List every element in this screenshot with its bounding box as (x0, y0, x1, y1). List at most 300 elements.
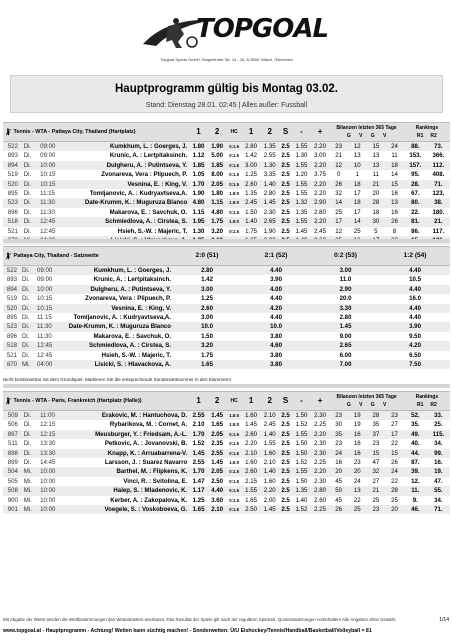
odds-cell[interactable]: 2.80 (311, 208, 330, 217)
odds-cell: 39. (404, 467, 427, 476)
table-row[interactable] (3, 285, 450, 294)
odds-cell[interactable]: 2.20 (260, 486, 279, 495)
odds-cell[interactable]: 2.05 (208, 180, 227, 189)
odds-cell[interactable]: 2.25 (311, 458, 330, 467)
odds-cell[interactable]: 1.30 (189, 227, 208, 236)
bet-number: 521 (3, 227, 23, 236)
odds-cell[interactable]: 4.40 (241, 294, 311, 303)
odds-cell[interactable]: 2.55 (189, 458, 208, 467)
odds-cell[interactable]: 3.75 (311, 170, 330, 179)
col-2: 2 (208, 123, 227, 142)
odds-cell[interactable]: 2.65 (311, 341, 380, 350)
col-1-2: 1:2 (54) (380, 247, 450, 266)
odds-cell[interactable]: 1.40 (260, 467, 279, 476)
odds-cell[interactable]: 2.60 (311, 496, 330, 505)
odds-cell[interactable]: 1.80 (189, 142, 208, 152)
odds-cell[interactable]: 4.40 (380, 313, 450, 322)
odds-cell[interactable]: 1.50 (292, 411, 311, 421)
odds-cell[interactable]: 2.50 (208, 477, 227, 486)
odds-cell[interactable]: 2.50 (242, 505, 261, 514)
odds-cell[interactable]: 2.25 (311, 420, 330, 429)
odds-cell[interactable]: 1.30 (292, 151, 311, 160)
match-cell: Dulgheru, A. : Putintseva, Y. (56, 285, 173, 294)
odds-cell[interactable]: 1.05 (189, 170, 208, 179)
footer-disclaimer: Mit Abgabe der Wette werden die Wettbestimmungen des Wettanbieters anerkannt. Das Resultat der Spiele gilt nach der regulären Spielzeit. Quotenänderungen vorbehalten! Alle Angaben ohne Gewähr. (3, 617, 397, 622)
odds-cell[interactable]: 1.85 (189, 161, 208, 170)
tennis-player-icon (4, 397, 12, 405)
odds-cell[interactable]: 2.60 (242, 467, 261, 476)
odds-cell: 366. (427, 151, 450, 160)
odds-cell: 2.5 (279, 486, 292, 495)
day-cell: Di. (23, 458, 39, 467)
odds-cell[interactable]: 1.55 (292, 161, 311, 170)
stat-cell: 13 (385, 198, 404, 207)
day-cell: Di. (23, 227, 39, 236)
odds-cell[interactable]: 2.20 (311, 430, 330, 439)
handicap-cell: 1.5:0 (226, 217, 241, 226)
section-header (3, 392, 450, 411)
odds-cell[interactable]: 3.30 (311, 304, 380, 313)
odds-cell[interactable]: 1.45 (189, 449, 208, 458)
rankings-label: Rankings (415, 125, 439, 131)
stat-cell: 23 (385, 411, 404, 421)
odds-cell[interactable]: 4.00 (241, 285, 311, 294)
odds-cell[interactable]: 1.40 (260, 430, 279, 439)
stat-cell: 26 (385, 458, 404, 467)
stat-cell: 13 (348, 151, 367, 160)
odds-cell[interactable]: 2.20 (242, 439, 261, 448)
odds-cell[interactable]: 1.35 (292, 208, 311, 217)
odds-cell[interactable]: 1.90 (189, 189, 208, 198)
section-label (3, 247, 173, 266)
col-0-2: 0:2 (53) (311, 247, 380, 266)
stat-cell: 13 (348, 486, 367, 495)
odds-cell[interactable]: 1.55 (242, 486, 261, 495)
odds-cell: 2.5 (279, 180, 292, 189)
odds-cell[interactable]: 2.10 (189, 420, 208, 429)
table-row[interactable] (3, 189, 450, 198)
odds-cell[interactable]: 2.80 (311, 313, 380, 322)
col-2-0: 2:0 (51) (173, 247, 241, 266)
day-cell: Di. (21, 285, 36, 294)
odds-cell[interactable]: 2.55 (260, 151, 279, 160)
odds-cell[interactable]: 1.42 (242, 151, 261, 160)
stat-cell: 17 (348, 189, 367, 198)
odds-cell[interactable]: 1.45 (242, 420, 261, 429)
odds-cell[interactable]: 1.70 (189, 180, 208, 189)
odds-cell[interactable]: 2.80 (242, 142, 261, 152)
odds-cell[interactable]: 1.75 (173, 351, 241, 360)
match-cell: Makarova, E. : Savchuk, O. (61, 208, 189, 217)
table-row[interactable] (3, 208, 450, 217)
odds-cell[interactable]: 2.10 (242, 449, 261, 458)
stat-cell: 37 (367, 430, 386, 439)
odds-cell[interactable]: 1.35 (242, 189, 261, 198)
odds-cell[interactable]: 10.0 (241, 322, 311, 331)
time-cell: 11:00 (39, 411, 61, 421)
match-cell: Barthel, M. : Flipkens, K. (61, 467, 189, 476)
odds-cell[interactable]: 1.60 (260, 477, 279, 486)
odds-cell[interactable]: 2.80 (311, 486, 330, 495)
section-title: Tennis - WTA - Paris, Frankreich (Hartplatz (Halle)) (13, 398, 142, 404)
odds-cell[interactable]: 10.0 (173, 322, 241, 331)
odds-cell[interactable]: 3.80 (241, 332, 311, 341)
odds-cell: 80. (404, 198, 427, 207)
odds-cell[interactable]: 2.25 (311, 505, 330, 514)
odds-cell[interactable]: 4.40 (380, 266, 450, 276)
odds-cell[interactable]: 1.55 (260, 439, 279, 448)
table-row[interactable] (3, 142, 450, 152)
stat-cell: 16 (348, 449, 367, 458)
bet-number: 518 (3, 217, 23, 226)
odds-cell[interactable]: 1.35 (260, 142, 279, 152)
odds-cell[interactable]: 2.60 (242, 430, 261, 439)
table-row[interactable] (3, 217, 450, 226)
odds-cell[interactable]: 2.05 (208, 467, 227, 476)
odds-cell[interactable]: 1.52 (292, 458, 311, 467)
odds-cell[interactable]: 1.50 (292, 477, 311, 486)
odds-cell[interactable]: 4.40 (208, 486, 227, 495)
combination-note: Nicht kombinierbar mit dem Grundspiel. Markieren Sie die entsprechende Sonderwettnummer in den Klammern! (3, 377, 232, 382)
stat-cell: 27 (385, 420, 404, 429)
bet-number: 521 (3, 351, 21, 360)
odds-cell[interactable]: 2.20 (311, 189, 330, 198)
odds-cell[interactable]: 2.90 (311, 285, 380, 294)
odds-cell[interactable]: 2.10 (260, 458, 279, 467)
odds-cell[interactable]: 3.80 (241, 351, 311, 360)
odds-cell[interactable]: 2.35 (208, 439, 227, 448)
handicap-cell: 0:1.5 (226, 180, 241, 189)
odds-cell[interactable]: 4.40 (380, 304, 450, 313)
odds-cell[interactable]: 2.80 (260, 189, 279, 198)
stat-cell: 23 (367, 505, 386, 514)
stat-cell: 21 (367, 486, 386, 495)
handicap-cell: 0:1.5 (226, 449, 241, 458)
odds-cell: 2.5 (279, 420, 292, 429)
time-cell: 13:30 (39, 449, 61, 458)
handicap-cell: 0:1.5 (226, 496, 241, 505)
odds-cell[interactable]: 2.30 (311, 411, 330, 421)
table-row[interactable] (3, 351, 450, 360)
table-row[interactable] (3, 360, 450, 369)
odds-cell[interactable]: 1.12 (189, 151, 208, 160)
section-label (3, 392, 189, 411)
table-row[interactable] (3, 332, 450, 341)
odds-cell[interactable]: 3.20 (173, 341, 241, 350)
time-cell: 10:00 (39, 467, 61, 476)
odds-cell[interactable]: 1.55 (292, 430, 311, 439)
odds-cell[interactable]: 4.60 (241, 341, 311, 350)
bet-number: 509 (3, 411, 23, 421)
table-row[interactable] (3, 496, 450, 505)
odds-cell[interactable]: 1.75 (242, 227, 261, 236)
table-row[interactable] (3, 322, 450, 331)
odds-cell[interactable]: 1.80 (208, 189, 227, 198)
odds-cell[interactable]: 2.20 (311, 217, 330, 226)
odds-cell[interactable]: 2.15 (242, 477, 261, 486)
odds-cell[interactable]: 1.50 (242, 208, 261, 217)
odds-cell[interactable]: 1.47 (189, 477, 208, 486)
odds-cell[interactable]: 1.60 (242, 458, 261, 467)
odds-cell[interactable]: 1.35 (292, 486, 311, 495)
odds-cell: 33. (427, 411, 450, 421)
bet-number: 896 (3, 208, 23, 217)
odds-cell[interactable]: 7.50 (380, 360, 450, 369)
odds-cell[interactable]: 1.45 (260, 505, 279, 514)
odds-cell[interactable]: 4.40 (380, 285, 450, 294)
odds-cell[interactable]: 2.60 (242, 180, 261, 189)
odds-cell[interactable]: 2.20 (311, 161, 330, 170)
odds-cell[interactable]: 1.45 (260, 198, 279, 207)
stat-cell: 25 (348, 505, 367, 514)
odds-cell[interactable]: 1.90 (208, 142, 227, 152)
odds-cell[interactable]: 1.40 (292, 496, 311, 505)
time-cell: 12:45 (39, 227, 61, 236)
section-header (3, 247, 450, 266)
col-s: S (279, 123, 292, 142)
bet-number: 519 (3, 294, 21, 303)
odds-cell[interactable]: 1.45 (208, 458, 227, 467)
time-cell: 12:15 (39, 430, 61, 439)
odds-cell[interactable]: 1.50 (292, 449, 311, 458)
handicap-cell: 1.5:0 (226, 420, 241, 429)
odds-cell[interactable]: 1.40 (242, 217, 261, 226)
col-minus: - (292, 123, 311, 142)
odds-cell[interactable]: 1.65 (173, 360, 241, 369)
stat-cell: 15 (385, 180, 404, 189)
odds-cell[interactable]: 1.45 (311, 322, 380, 331)
odds-cell[interactable]: 1.65 (208, 420, 227, 429)
odds-cell[interactable]: 1.85 (208, 161, 227, 170)
bet-number: 519 (3, 170, 23, 179)
col-hc: HC (226, 392, 241, 411)
table-row[interactable] (3, 151, 450, 160)
odds-cell[interactable]: 1.55 (292, 189, 311, 198)
odds-cell[interactable]: 1.50 (292, 439, 311, 448)
odds-cell[interactable]: 10.5 (380, 275, 450, 284)
odds-cell[interactable]: 3.35 (260, 170, 279, 179)
odds-cell[interactable]: 1.65 (242, 496, 261, 505)
table-row[interactable] (3, 170, 450, 179)
bet-number: 518 (3, 341, 21, 350)
odds-cell[interactable]: 2.20 (311, 467, 330, 476)
col-plus: + (311, 123, 330, 142)
odds-cell[interactable]: 2.30 (311, 449, 330, 458)
day-cell: Di. (21, 304, 36, 313)
odds-cell[interactable]: 2.10 (208, 505, 227, 514)
odds-cell[interactable]: 1.45 (208, 411, 227, 421)
odds-cell[interactable]: 20.0 (311, 294, 380, 303)
odds-cell[interactable]: 1.95 (189, 217, 208, 226)
table-row[interactable] (3, 411, 450, 421)
table-row[interactable] (3, 449, 450, 458)
odds-cell[interactable]: 1.32 (292, 198, 311, 207)
odds-cell[interactable]: 2.20 (311, 180, 330, 189)
odds-cell: 2.5 (279, 477, 292, 486)
odds-cell[interactable]: 8.00 (208, 170, 227, 179)
odds-cell[interactable]: 1.90 (260, 227, 279, 236)
table-row[interactable] (3, 439, 450, 448)
stat-cell: 47 (367, 458, 386, 467)
bilanzen-header (329, 392, 403, 411)
odds-cell: 2.5 (279, 505, 292, 514)
odds-cell: 71. (427, 180, 450, 189)
tennis-player-icon (4, 128, 12, 136)
odds-cell[interactable]: 3.00 (311, 151, 330, 160)
odds-cell[interactable]: 1.65 (189, 505, 208, 514)
table-row[interactable] (3, 198, 450, 207)
odds-cell[interactable]: 2.30 (311, 439, 330, 448)
odds-cell[interactable]: 3.00 (173, 313, 241, 322)
odds-cell[interactable]: 2.45 (242, 198, 261, 207)
bet-number: 898 (3, 449, 23, 458)
stat-cell: 21 (367, 180, 386, 189)
footer-line: www.topgoal.at - Hauptprogramm - Achtung! Wetten kann süchtig machen! - Sonderwetten: Ü/U Eishockey/Tennis/Handball/Basketball/Volleyball = 81 (3, 628, 372, 634)
odds-cell[interactable]: 1.15 (189, 208, 208, 217)
section-title: Tennis - WTA - Pattaya City, Thailand (Hartplatz) (13, 129, 136, 135)
stat-cell: 10 (348, 161, 367, 170)
day-cell: Di. (23, 170, 39, 179)
table-row[interactable] (3, 304, 450, 313)
odds-cell[interactable]: 4.80 (189, 198, 208, 207)
odds-cell[interactable]: 3.80 (241, 360, 311, 369)
day-cell: Mi. (23, 505, 39, 514)
odds-cell[interactable]: 2.00 (260, 496, 279, 505)
odds-cell[interactable]: 1.52 (292, 420, 311, 429)
odds-cell[interactable]: 1.20 (292, 170, 311, 179)
odds-cell[interactable]: 2.30 (260, 208, 279, 217)
odds-cell[interactable]: 3.20 (208, 227, 227, 236)
odds-cell[interactable]: 1.55 (292, 467, 311, 476)
table-row[interactable] (3, 430, 450, 439)
odds-cell[interactable]: 6.00 (311, 351, 380, 360)
odds-cell[interactable]: 3.00 (242, 161, 261, 170)
odds-cell[interactable]: 1.75 (208, 217, 227, 226)
odds-cell[interactable]: 2.10 (260, 411, 279, 421)
col-s: S (279, 392, 292, 411)
odds-cell: 2.5 (279, 151, 292, 160)
odds-cell: 35. (404, 420, 427, 429)
odds-cell[interactable]: 2.60 (173, 304, 241, 313)
odds-cell[interactable]: 1.45 (292, 227, 311, 236)
odds-cell[interactable]: 2.55 (189, 411, 208, 421)
odds-cell[interactable]: 2.80 (173, 266, 241, 276)
table-row[interactable] (3, 275, 450, 284)
odds-cell[interactable]: 1.70 (189, 467, 208, 476)
odds-cell[interactable]: 3.00 (311, 266, 380, 276)
odds-cell[interactable]: 4.20 (241, 304, 311, 313)
odds-cell[interactable]: 5.00 (208, 151, 227, 160)
odds-cell[interactable]: 4.40 (241, 266, 311, 276)
odds-cell[interactable]: 1.60 (260, 449, 279, 458)
odds-cell[interactable]: 3.90 (241, 275, 311, 284)
match-cell: Vesnina, E. : King, V. (56, 304, 173, 313)
table-row[interactable] (3, 467, 450, 476)
odds-cell[interactable]: 1.25 (189, 496, 208, 505)
table-row[interactable] (3, 227, 450, 236)
odds-cell[interactable]: 6.50 (380, 351, 450, 360)
odds-cell: 16. (427, 458, 450, 467)
stat-cell: 24 (385, 467, 404, 476)
col-2: 2 (208, 392, 227, 411)
odds-cell[interactable]: 3.60 (208, 496, 227, 505)
odds-cell[interactable]: 1.55 (292, 217, 311, 226)
stat-cell: 18 (385, 161, 404, 170)
odds-cell[interactable]: 1.52 (189, 439, 208, 448)
odds-cell[interactable]: 9.00 (311, 332, 380, 341)
odds-cell[interactable]: 1.55 (292, 180, 311, 189)
odds-cell[interactable]: 3.00 (173, 285, 241, 294)
stat-cell: 22 (348, 496, 367, 505)
bet-number: 901 (3, 505, 23, 514)
odds-cell[interactable]: 2.55 (208, 449, 227, 458)
odds-cell[interactable]: 4.40 (241, 313, 311, 322)
odds-cell[interactable]: 4.80 (208, 208, 227, 217)
odds-cell[interactable]: 1.40 (260, 180, 279, 189)
odds-cell[interactable]: 1.15 (208, 198, 227, 207)
odds-cell[interactable]: 4.20 (380, 341, 450, 350)
day-cell: Di. (23, 189, 39, 198)
odds-cell: 180. (427, 208, 450, 217)
odds-cell[interactable]: 7.00 (311, 360, 380, 369)
table-row[interactable] (3, 266, 450, 276)
odds-cell[interactable]: 2.90 (311, 198, 330, 207)
odds-cell[interactable]: 1.60 (242, 411, 261, 421)
table-row[interactable] (3, 313, 450, 322)
stat-cell: 5 (367, 227, 386, 236)
handicap-cell: 0:1.5 (226, 151, 241, 160)
odds-cell[interactable]: 1.25 (173, 294, 241, 303)
odds-cell[interactable]: 16.0 (380, 294, 450, 303)
odds-cell[interactable]: 2.45 (260, 420, 279, 429)
odds-cell[interactable]: 1.30 (260, 161, 279, 170)
odds-cell[interactable]: 2.45 (311, 227, 330, 236)
table-row[interactable] (3, 458, 450, 467)
handicap-cell: 0:1.5 (226, 208, 241, 217)
odds-cell[interactable]: 1.55 (292, 142, 311, 152)
table-row[interactable] (3, 420, 450, 429)
odds-cell[interactable]: 2.30 (311, 477, 330, 486)
match-cell: Erakovic, M. : Hantuchova, D. (61, 411, 189, 421)
match-cell: Dulgheru, A. : Putintseva, Y. (61, 161, 189, 170)
odds-cell[interactable]: 3.90 (380, 322, 450, 331)
odds-cell[interactable]: 9.50 (380, 332, 450, 341)
table-row[interactable] (3, 294, 450, 303)
odds-cell[interactable]: 1.17 (189, 486, 208, 495)
table-row[interactable] (3, 486, 450, 495)
stat-cell: 19 (348, 411, 367, 421)
table-row[interactable] (3, 477, 450, 486)
bet-number: 522 (3, 142, 23, 152)
odds-cell[interactable]: 1.52 (292, 505, 311, 514)
odds-cell[interactable]: 2.20 (311, 142, 330, 152)
stand-line: Stand: Dienstag 28.01. 02:45 | Alles außer: Fussball (145, 102, 308, 109)
company-line: Topgoal Sports GmbH, Klagenfurter Str. 14 - 16, A-9500 Villach, Österreich (160, 57, 293, 62)
time-cell: 09:00 (36, 275, 56, 284)
odds-cell[interactable]: 1.25 (242, 170, 261, 179)
table-row[interactable] (3, 341, 450, 350)
odds-cell[interactable]: 1.50 (173, 332, 241, 341)
odds-cell[interactable]: 1.42 (173, 275, 241, 284)
odds-cell[interactable]: 2.05 (208, 430, 227, 439)
odds-cell[interactable]: 1.70 (189, 430, 208, 439)
odds-cell[interactable]: 11.0 (311, 275, 380, 284)
table-row[interactable] (3, 161, 450, 170)
col-minus: - (292, 392, 311, 411)
odds-cell[interactable]: 2.65 (260, 217, 279, 226)
table-row[interactable] (3, 505, 450, 514)
table-row[interactable] (3, 180, 450, 189)
